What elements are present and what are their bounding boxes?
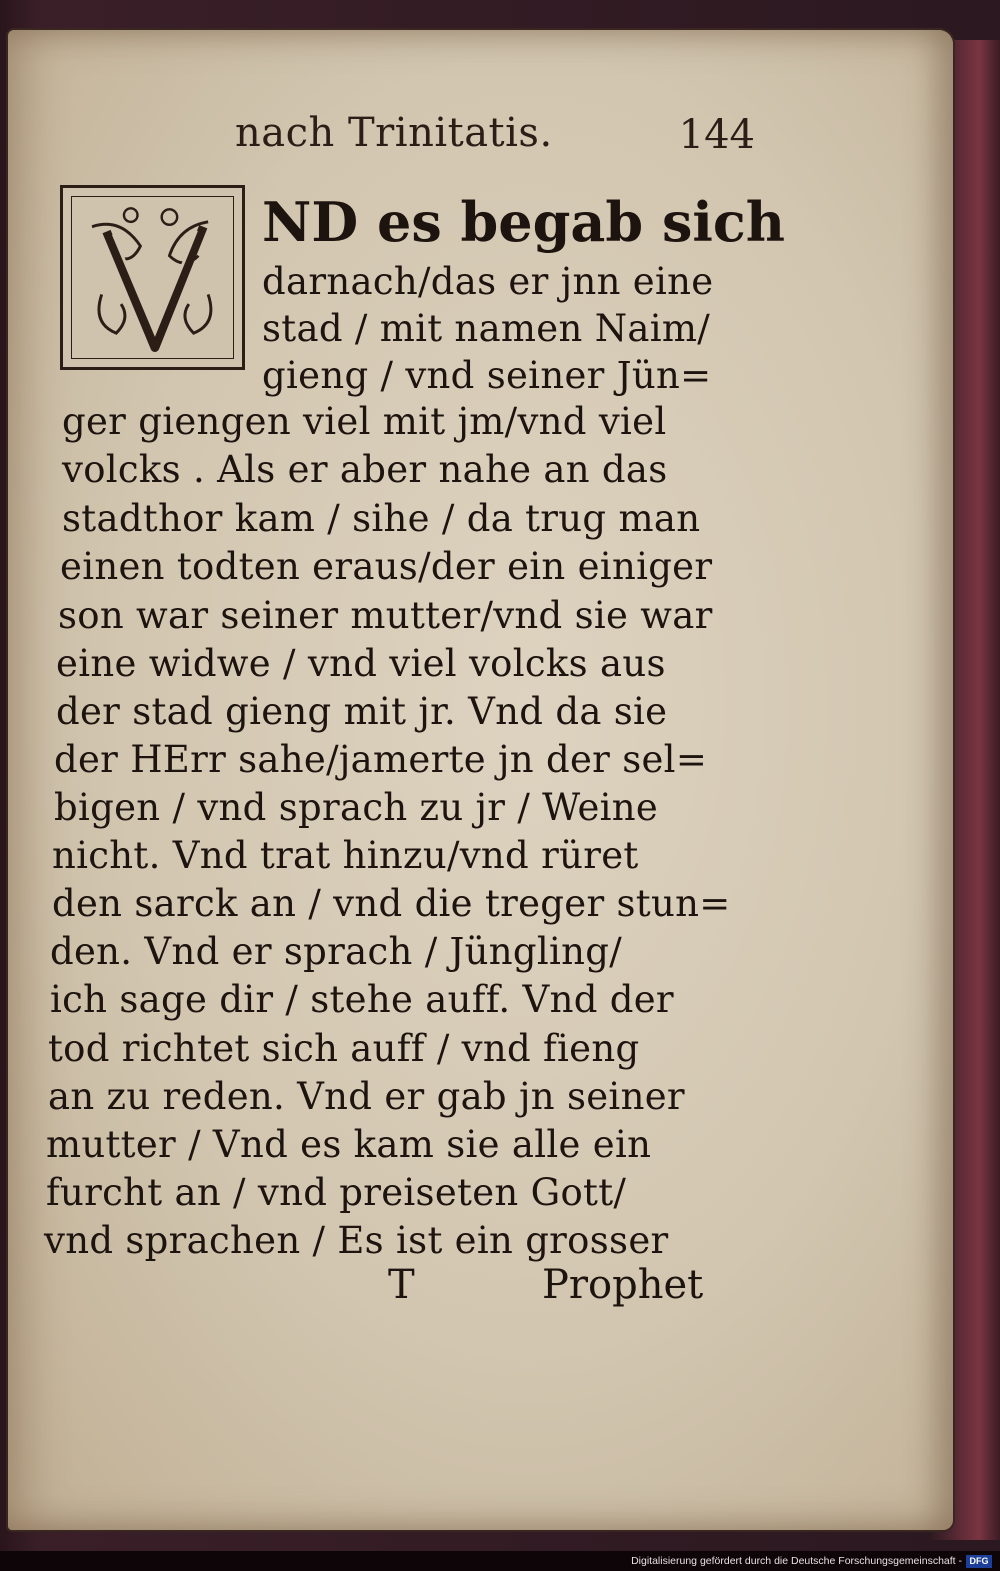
- text-line: ich sage dir / stehe auff. Vnd der: [50, 978, 674, 1021]
- text-line: stadthor kam / sihe / da trug man: [62, 497, 701, 540]
- text-line: eine widwe / vnd viel volcks aus: [56, 642, 666, 685]
- catchword: Prophet: [542, 1262, 704, 1308]
- text-line: tod richtet sich auff / vnd fieng: [48, 1027, 640, 1070]
- text-line: furcht an / vnd preiseten Gott/: [46, 1171, 627, 1214]
- text-line: volcks . Als er aber nahe an das: [62, 448, 668, 491]
- text-line: son war seiner mutter/vnd sie war: [58, 594, 713, 637]
- dfg-logo-icon: DFG: [966, 1555, 992, 1568]
- text-line: der stad gieng mit jr. Vnd da sie: [56, 690, 668, 733]
- text-line: darnach/das er jnn eine: [262, 260, 714, 303]
- text-line: den. Vnd er sprach / Jüngling/: [50, 930, 623, 973]
- text-line: nicht. Vnd trat hinzu/vnd rüret: [52, 834, 639, 877]
- digitization-credit: Digitalisierung gefördert durch die Deutsche Forschungsgemeinschaft -: [631, 1555, 962, 1567]
- text-line: der HErr sahe/jamerte jn der sel=: [54, 738, 708, 781]
- text-line: gieng / vnd seiner Jün=: [262, 354, 712, 397]
- text-line: an zu reden. Vnd er gab jn seiner: [48, 1075, 685, 1118]
- text-line: ND es begab sich: [262, 190, 786, 254]
- text-line: stad / mit namen Naim/: [262, 307, 711, 350]
- text-line: ger giengen viel mit jm/vnd viel: [62, 400, 667, 443]
- text-line: den sarck an / vnd die treger stun=: [52, 882, 731, 925]
- text-line: mutter / Vnd es kam sie alle ein: [46, 1123, 652, 1166]
- text-line: vnd sprachen / Es ist ein grosser: [44, 1219, 669, 1262]
- page-number: 144: [678, 112, 755, 158]
- running-head: nach Trinitatis.: [235, 110, 553, 156]
- text-line: bigen / vnd sprach zu jr / Weine: [54, 786, 659, 829]
- text-line: einen todten eraus/der ein einiger: [60, 545, 713, 588]
- signature-mark: T: [388, 1262, 415, 1308]
